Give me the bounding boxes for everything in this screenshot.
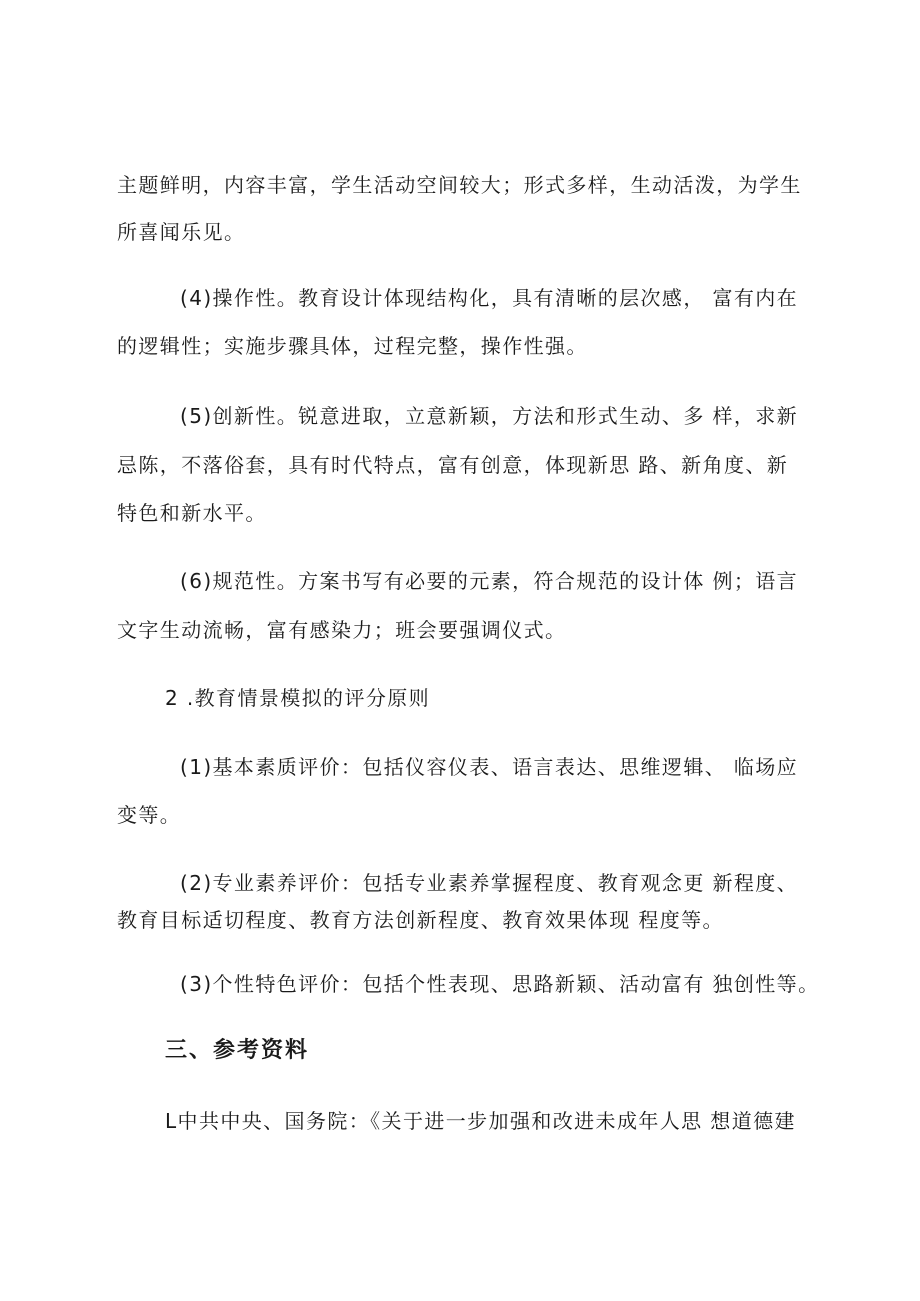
paragraph-line: 忌陈，不落俗套，具有时代特点，富有创意，体现新思 路、新角度、新 — [117, 453, 789, 477]
paragraph-line: 所喜闻乐见。 — [117, 220, 246, 244]
paragraph-line: (3)个性特色评价：包括个性表现、思路新颖、活动富有 独创性等。 — [180, 972, 820, 996]
paragraph-line: 变等。 — [117, 803, 182, 827]
paragraph-line: (5)创新性。锐意进取，立意新颖，方法和形式生动、多 样，求新 — [180, 404, 799, 428]
paragraph-line: (2)专业素养评价：包括专业素养掌握程度、教育观念更 新程度、 — [180, 871, 799, 895]
paragraph-line: (1)基本素质评价：包括仪容仪表、语言表达、思维逻辑、 临场应 — [180, 755, 799, 779]
paragraph-line: (4)操作性。教育设计体现结构化，具有清晰的层次感， 富有内在 — [180, 286, 799, 310]
subsection-title: 2 .教育情景模拟的评分原则 — [165, 686, 431, 710]
paragraph-line: 文字生动流畅，富有感染力；班会要强调仪式。 — [117, 618, 567, 642]
section-heading: 三、参考资料 — [165, 1038, 310, 1063]
paragraph-line: 特色和新水平。 — [117, 501, 267, 525]
paragraph-line: 的逻辑性；实施步骤具体，过程完整，操作性强。 — [117, 334, 588, 358]
paragraph-line: (6)规范性。方案书写有必要的元素，符合规范的设计体 例；语言 — [180, 569, 799, 593]
reference-line: L中共中央、国务院：《关于进一步加强和改进未成年人思 想道德建 — [165, 1109, 796, 1133]
paragraph-line: 教育目标适切程度、教育方法创新程度、教育效果体现 程度等。 — [117, 908, 724, 932]
paragraph-line: 主题鲜明，内容丰富，学生活动空间较大；形式多样，生动活泼，为学生 — [117, 173, 802, 197]
